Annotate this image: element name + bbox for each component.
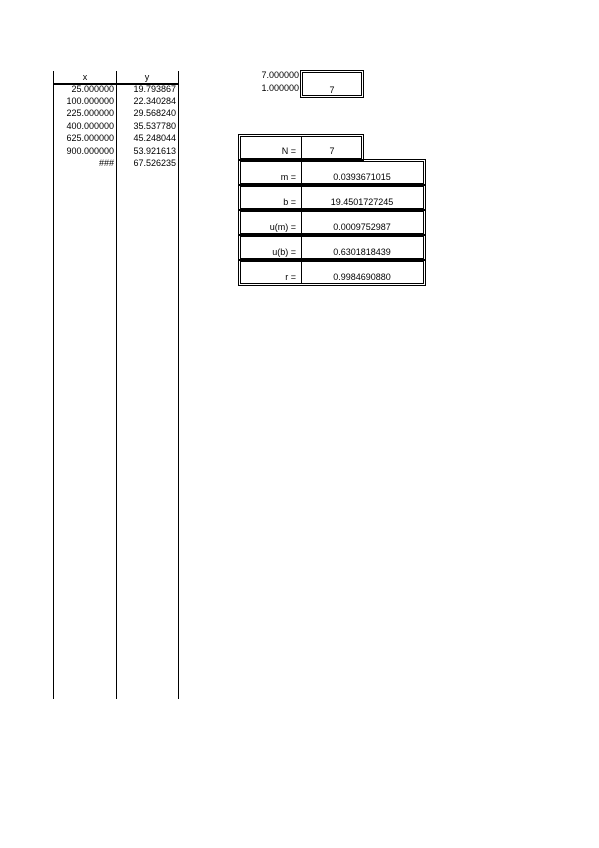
x-cell: 25.000000 xyxy=(71,84,114,94)
y-cell: 67.526235 xyxy=(133,158,176,168)
result-divider xyxy=(301,162,302,283)
top-count-box xyxy=(300,70,364,98)
x-cell: 225.000000 xyxy=(66,108,114,118)
n-label: N = xyxy=(281,146,296,156)
result-label: b = xyxy=(283,197,296,207)
top-value-2: 1.000000 xyxy=(261,83,299,93)
table-border-right xyxy=(178,71,179,699)
y-cell: 19.793867 xyxy=(133,84,176,94)
column-header-x: x xyxy=(82,72,88,82)
y-cell: 22.340284 xyxy=(133,96,176,106)
result-label: r = xyxy=(285,272,296,282)
result-value: 19.4501727245 xyxy=(330,197,394,207)
x-cell: ### xyxy=(98,158,114,168)
x-cell: 400.000000 xyxy=(66,121,114,131)
result-value: 0.0009752987 xyxy=(333,222,391,232)
result-label: m = xyxy=(280,172,296,182)
y-cell: 35.537780 xyxy=(133,121,176,131)
n-value: 7 xyxy=(329,146,335,156)
y-cell: 53.921613 xyxy=(133,146,176,156)
x-cell: 900.000000 xyxy=(66,146,114,156)
x-cell: 100.000000 xyxy=(66,96,114,106)
result-value: 0.0393671015 xyxy=(333,172,391,182)
top-count-value: 7 xyxy=(329,85,335,95)
y-cell: 45.248044 xyxy=(133,133,176,143)
table-border-left xyxy=(53,71,54,699)
result-label: u(m) = xyxy=(269,222,296,232)
y-cell: 29.568240 xyxy=(133,108,176,118)
column-header-y: y xyxy=(144,72,150,82)
result-value: 0.6301818439 xyxy=(333,247,391,257)
result-value: 0.9984690880 xyxy=(333,272,391,282)
result-label: u(b) = xyxy=(272,247,296,257)
top-value-1: 7.000000 xyxy=(261,70,299,80)
x-cell: 625.000000 xyxy=(66,133,114,143)
table-border-middle xyxy=(116,71,117,699)
